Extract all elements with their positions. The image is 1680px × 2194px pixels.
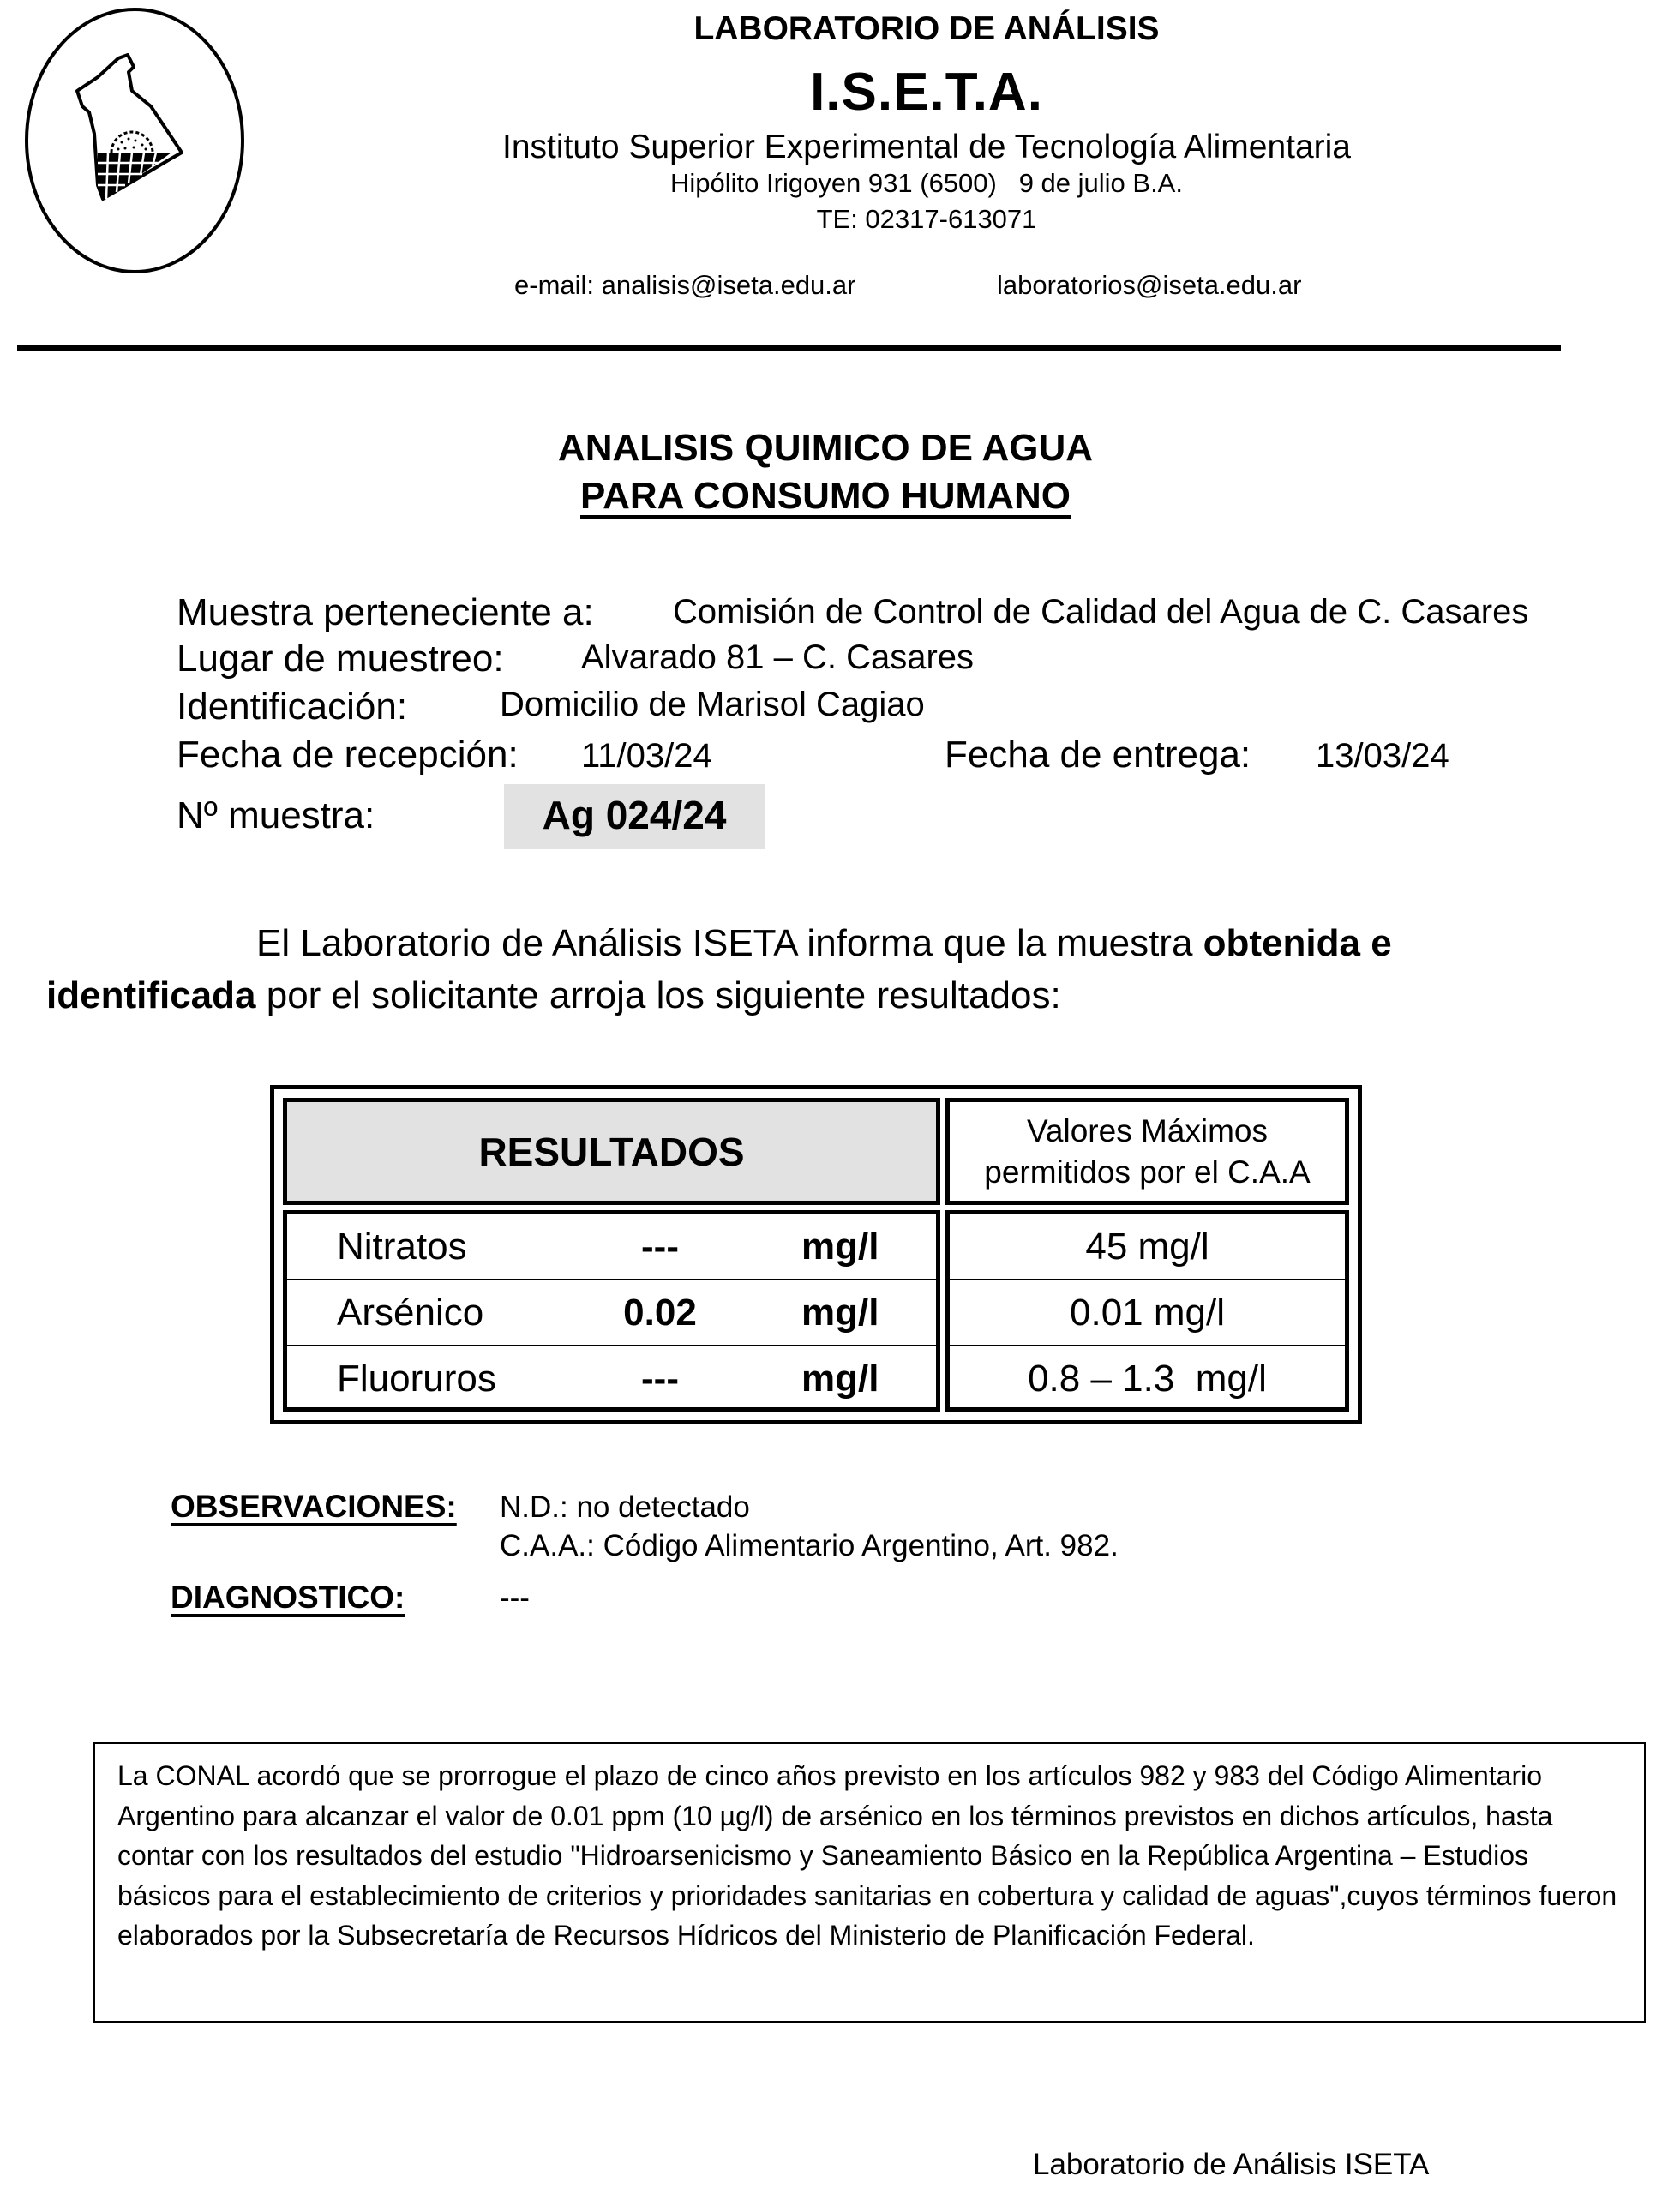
diagnosis-label: DIAGNOSTICO: <box>171 1580 405 1615</box>
reception-date-value: 11/03/24 <box>581 737 712 775</box>
intro-bold-2: identificada <box>46 974 256 1016</box>
delivery-date-value: 13/03/24 <box>1316 737 1449 775</box>
parameter-unit: mg/l <box>801 1226 879 1268</box>
results-table <box>270 1085 1362 1424</box>
parameter-unit: mg/l <box>801 1358 879 1400</box>
owner-value: Comisión de Control de Calidad del Agua de C. Casares <box>673 593 1529 631</box>
observations-line-2: C.A.A.: Código Alimentario Argentino, Art. 982. <box>500 1529 1119 1562</box>
intro-text: El Laboratorio de Análisis ISETA informa que la muestra <box>256 922 1203 964</box>
intro-line-1 <box>256 922 1392 965</box>
header-divider <box>17 345 1561 351</box>
lab-title: LABORATORIO DE ANÁLISIS <box>693 10 1160 47</box>
intro-bold-1: obtenida e <box>1203 922 1392 964</box>
max-values-header <box>945 1098 1349 1205</box>
max-values-header-line2: permitidos por el C.A.A <box>984 1154 1311 1190</box>
email-laboratorios[interactable]: laboratorios@iseta.edu.ar <box>997 270 1302 300</box>
parameter-value: --- <box>641 1226 679 1268</box>
results-body <box>283 1210 940 1412</box>
reception-date-label: Fecha de recepción: <box>177 734 519 776</box>
conal-note-text: La CONAL acordó que se prorrogue el plazo de cinco años previsto en los artículos 982 y 983 del Código Alimentario Argentino para alcanzar el valor de 0.01 ppm (10 µg/l) de arsénico en los términos previstos en dichos artículos, hasta contar con los resultados del estudio "Hidroarsenicismo y Saneamiento Básico en la República Argentina – Estudios básicos para el establecimiento de criterios y prioridades sanitarias en cobertura y calidad de aguas",cuyos términos fueron elaborados por la Subsecretaría de Recursos Hídricos del Ministerio de Planificación Federal. <box>117 1760 1617 1951</box>
table-row <box>287 1214 936 1280</box>
diagnosis-value: --- <box>500 1581 530 1615</box>
delivery-date-label: Fecha de entrega: <box>945 734 1251 776</box>
parameter-value: --- <box>641 1358 679 1400</box>
observations-line-1: N.D.: no detectado <box>500 1490 750 1524</box>
parameter-unit: mg/l <box>801 1292 879 1334</box>
max-value: 0.8 – 1.3 mg/l <box>1028 1357 1267 1400</box>
max-values-body <box>945 1210 1349 1412</box>
parameter-name: Nitratos <box>337 1226 467 1268</box>
owner-label: Muestra perteneciente a: <box>177 591 594 633</box>
email-analisis[interactable]: e-mail: analisis@iseta.edu.ar <box>514 270 856 300</box>
identification-value: Domicilio de Marisol Cagiao <box>500 686 925 723</box>
intro-line-2 <box>46 974 1061 1017</box>
place-label: Lugar de muestreo: <box>177 638 504 680</box>
flask-logo-icon <box>22 5 247 276</box>
institution-acronym: I.S.E.T.A. <box>810 63 1043 122</box>
results-header: RESULTADOS <box>283 1098 940 1205</box>
table-row <box>287 1280 936 1346</box>
max-value: 45 mg/l <box>950 1214 1345 1280</box>
table-row <box>287 1346 936 1411</box>
conal-note-box <box>93 1742 1646 2023</box>
max-value: 0.01 mg/l <box>950 1280 1345 1346</box>
institution-phone: TE: 02317-613071 <box>816 204 1037 234</box>
report-title: ANALISIS QUIMICO DE AGUA <box>557 427 1094 469</box>
sample-number-value: Ag 024/24 <box>542 793 727 837</box>
institution-address: Hipólito Irigoyen 931 (6500) 9 de julio B.A. <box>670 168 1183 198</box>
sample-number-label: Nº muestra: <box>177 794 375 836</box>
institution-name: Instituto Superior Experimental de Tecnología Alimentaria <box>501 129 1352 165</box>
max-values-header-line1: Valores Máximos <box>1026 1112 1268 1148</box>
identification-label: Identificación: <box>177 686 408 728</box>
parameter-name: Fluoruros <box>337 1358 496 1400</box>
place-value: Alvarado 81 – C. Casares <box>581 638 975 676</box>
parameter-name: Arsénico <box>337 1292 484 1334</box>
report-subtitle: PARA CONSUMO HUMANO <box>580 475 1071 517</box>
intro-text-2: por el solicitante arroja los siguiente resultados: <box>255 974 1061 1016</box>
observations-label: OBSERVACIONES: <box>171 1489 457 1524</box>
parameter-value: 0.02 <box>623 1292 697 1334</box>
signature: Laboratorio de Análisis ISETA <box>1033 2148 1430 2181</box>
